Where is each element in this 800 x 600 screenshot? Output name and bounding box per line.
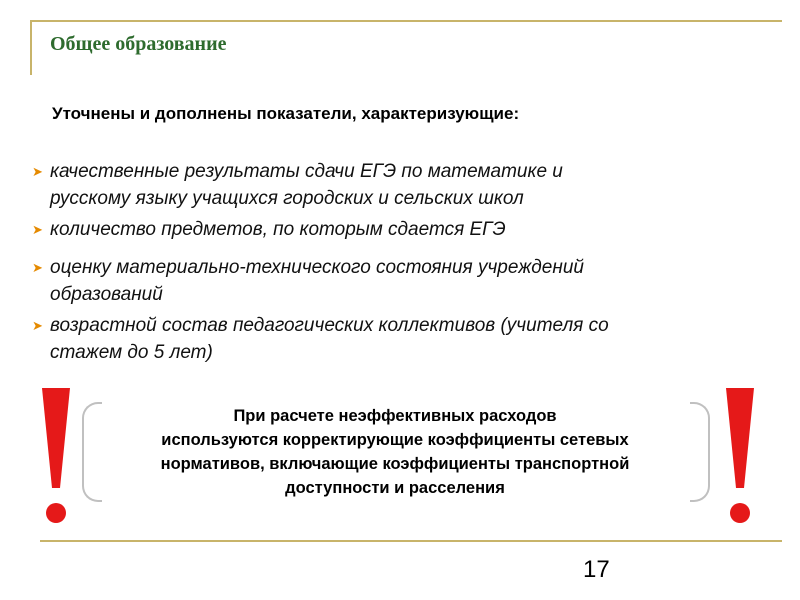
bullet-line: образований [50,284,163,305]
note-line: нормативов, включающие коэффициенты транспортной [160,455,630,473]
note-bracket-right [690,402,710,502]
left-rule [30,20,32,75]
slide-subtitle: Уточнены и дополнены показатели, характеризующие: [52,104,520,123]
note-line: доступности и расселения [285,479,505,497]
bullet-item [30,254,770,308]
exclamation-mark-icon [722,388,758,528]
bullet-line: количество предметов, по которым сдается ЕГЭ [50,219,506,240]
exclamation-mark-icon [38,388,74,528]
bullet-line: стажем до 5 лет) [50,342,213,363]
note-line: используются корректирующие коэффициенты сетевых [161,431,629,449]
slide-title: Общее образование [50,33,227,55]
page-number: 17 [583,556,610,583]
bottom-rule [40,540,782,542]
bullet-item [30,312,770,366]
bullet-line: русскому языку учащихся городских и сельских школ [50,188,524,209]
bullet-line: оценку материально-технического состояния учреждений [50,257,584,278]
bullet-line: возрастной состав педагогических коллективов (учителя со [50,315,609,336]
note-text [100,404,690,500]
arrow-bullet-icon: ➤ [32,222,43,237]
note-bracket-left [82,402,102,502]
bullet-item [30,158,770,212]
note-line: При расчете неэффективных расходов [233,407,557,425]
bullet-line: качественные результаты сдачи ЕГЭ по математике и [50,161,563,182]
top-rule [30,20,782,22]
bullet-item [30,216,770,243]
arrow-bullet-icon: ➤ [32,260,43,275]
arrow-bullet-icon: ➤ [32,164,43,179]
arrow-bullet-icon: ➤ [32,318,43,333]
bullet-list [30,158,770,370]
